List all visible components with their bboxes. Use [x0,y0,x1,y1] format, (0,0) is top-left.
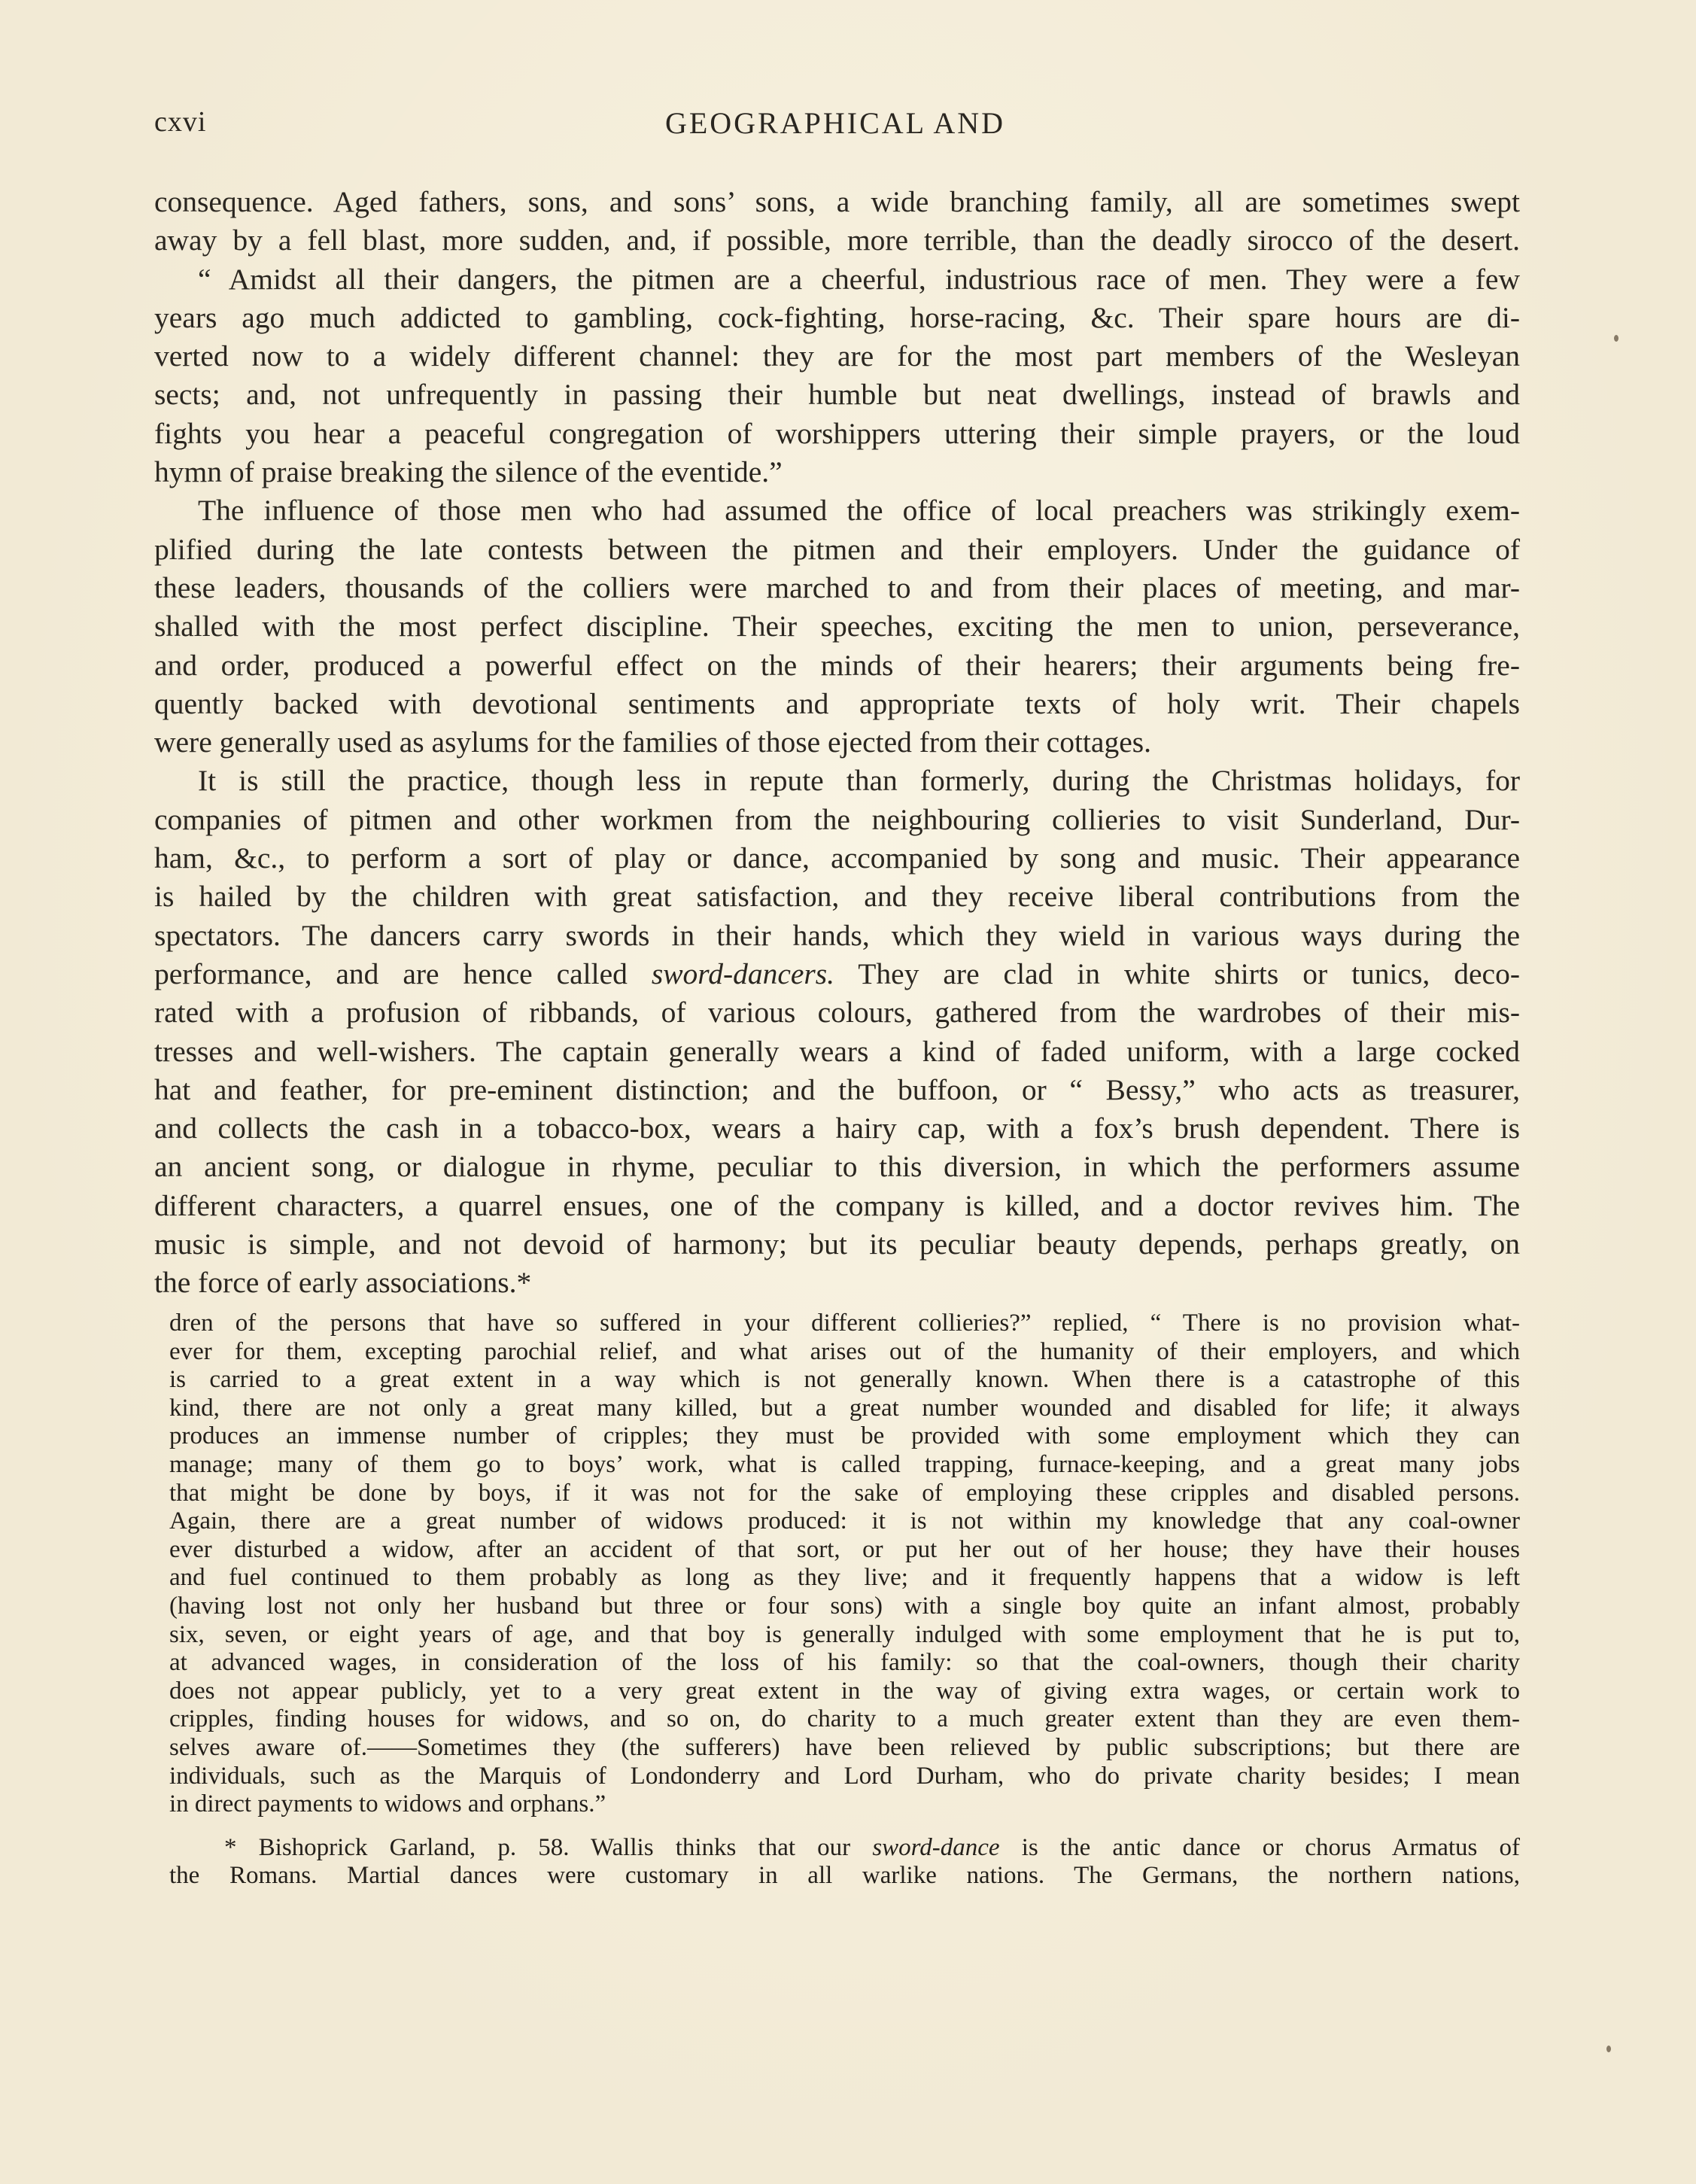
text-line: away by a fell blast, more sudden, and, if possible, more terrible, than the deadly sirocco of the desert. [154,224,1520,257]
footnote-line: kind, there are not only a great many killed, but a great number wounded and disabled for life; it always [169,1394,1520,1422]
footnote-line: six, seven, or eight years of age, and that boy is generally indulged with some employment that he is put to, [169,1620,1520,1648]
text-line: “ Amidst all their dangers, the pitmen are a cheerful, industrious race of men. They were a few [198,262,1520,296]
running-title: GEOGRAPHICAL AND [664,106,1006,140]
text-line: years ago much addicted to gambling, cock-fighting, horse-racing, &c. Their spare hours are di- [154,300,1520,334]
footnote-line: individuals, such as the Marquis of Londonderry and Lord Durham, who do private charity besides; I mean [169,1762,1520,1790]
text-line: hymn of praise breaking the silence of the eventide.” [154,455,783,489]
text-line: different characters, a quarrel ensues, one of the company is killed, and a doctor revives him. The [154,1188,1520,1222]
footnote-line: is carried to a great extent in a way which is not generally known. When there is a catastrophe of this [169,1366,1520,1394]
footnote-line: dren of the persons that have so suffered in your different collieries?” replied, “ There is no provision what- [169,1309,1520,1337]
footnote-line: in direct payments to widows and orphans.” [169,1790,606,1818]
footnote-line: produces an immense number of cripples; they must be provided with some employment which they can [169,1422,1520,1450]
running-head [154,105,1516,151]
footnote-line: at advanced wages, in consideration of the loss of his family: so that the coal-owners, though their charity [169,1649,1520,1677]
italic-term: sword-dance [872,1833,1000,1861]
footnote-line: does not appear publicly, yet to a very great extent in the way of giving extra wages, or certain work to [169,1677,1520,1705]
text-line: quently backed with devotional sentiments and appropriate texts of holy writ. Their chapels [154,686,1520,720]
text-line: companies of pitmen and other workmen from the neighbouring collieries to visit Sunderland, Dur- [154,802,1520,836]
page-number: cxvi [154,106,207,138]
text-line: and order, produced a powerful effect on the minds of their hearers; their arguments being fre- [154,648,1520,682]
footnote-line: manage; many of them go to boys’ work, what is called trapping, furnace-keeping, and a great many jobs [169,1450,1520,1478]
text-line: and collects the cash in a tobacco-box, wears a hairy cap, with a fox’s brush dependent. There is [154,1112,1520,1145]
text-line: The influence of those men who had assumed the office of local preachers was strikingly exem- [198,494,1520,528]
footnotes [169,1309,1520,1890]
text-line-mixed [154,955,1520,993]
star-footnote [169,1834,1520,1863]
text-line: were generally used as asylums for the families of those ejected from their cottages. [154,725,1151,759]
italic-term: sword-dancers. [651,957,835,990]
text-line: sects; and, not unfrequently in passing their humble but neat dwellings, instead of brawls and [154,378,1520,412]
main-text [154,183,1520,1303]
text-line: consequence. Aged fathers, sons, and sons’ sons, a wide branching family, all are sometimes swept [154,185,1520,218]
text-line: an ancient song, or dialogue in rhyme, peculiar to this diversion, in which the performers assume [154,1150,1520,1184]
text-line: shalled with the most perfect discipline. Their speeches, exciting the men to union, perseverance, [154,610,1520,643]
text-line: ham, &c., to perform a sort of play or dance, accompanied by song and music. Their appearance [154,841,1520,875]
star-footnote-line: the Romans. Martial dances were customary in all warlike nations. The Germans, the northern nations, [169,1862,1520,1890]
text-line: hat and feather, for pre-eminent distinction; and the buffoon, or “ Bessy,” who acts as treasurer, [154,1072,1520,1106]
text-line: fights you hear a peaceful congregation of worshippers uttering their simple prayers, or the loud [154,416,1520,450]
footnote-line: selves aware of.——Sometimes they (the sufferers) have been relieved by public subscriptions; but there are [169,1733,1520,1761]
ink-speck [1606,2046,1611,2052]
ink-speck [1614,335,1618,342]
text-line: tresses and well-wishers. The captain generally wears a kind of faded uniform, with a large cocked [154,1034,1520,1068]
text-line: these leaders, thousands of the colliers were marched to and from their places of meeting, and mar- [154,570,1520,604]
text-run: They are clad in white shirts or tunics, deco- [834,957,1520,990]
text-run: * Bishoprick Garland, p. 58. Wallis thinks that our [224,1833,873,1861]
footnote-line: (having lost not only her husband but three or four sons) with a single boy quite an infant almost, probably [169,1592,1520,1620]
text-line: verted now to a widely different channel: they are for the most part members of the Wesleyan [154,339,1520,373]
text-line: rated with a profusion of ribbands, of various colours, gathered from the wardrobes of their mis- [154,996,1520,1030]
footnote-line: and fuel continued to them probably as long as they live; and it frequently happens that a widow is left [169,1564,1520,1592]
text-line: is hailed by the children with great satisfaction, and they receive liberal contributions from the [154,880,1520,914]
text-line: plified during the late contests between the pitmen and their employers. Under the guidance of [154,532,1520,566]
footnote-line: Again, there are a great number of widows produced: it is not within my knowledge that any coal-owner [169,1507,1520,1535]
footnote-line: cripples, finding houses for widows, and so on, do charity to a much greater extent than they are even them- [169,1705,1520,1733]
footnote-line: ever disturbed a widow, after an accident of that sort, or put her out of her house; they have their houses [169,1535,1520,1563]
text-line: the force of early associations.* [154,1266,532,1300]
text-line: spectators. The dancers carry swords in their hands, which they wield in various ways during the [154,918,1520,952]
text-line: It is still the practice, though less in repute than formerly, during the Christmas holidays, for [198,764,1520,798]
footnote-line: that might be done by boys, if it was not for the sake of employing these cripples and disabled persons. [169,1479,1520,1507]
footnote-line: ever for them, excepting parochial relief, and what arises out of the humanity of their employers, and which [169,1337,1520,1365]
text-line: music is simple, and not devoid of harmony; but its peculiar beauty depends, perhaps greatly, on [154,1227,1520,1261]
text-run: performance, and are hence called [154,957,652,990]
text-run: is the antic dance or chorus Armatus of [999,1833,1520,1861]
